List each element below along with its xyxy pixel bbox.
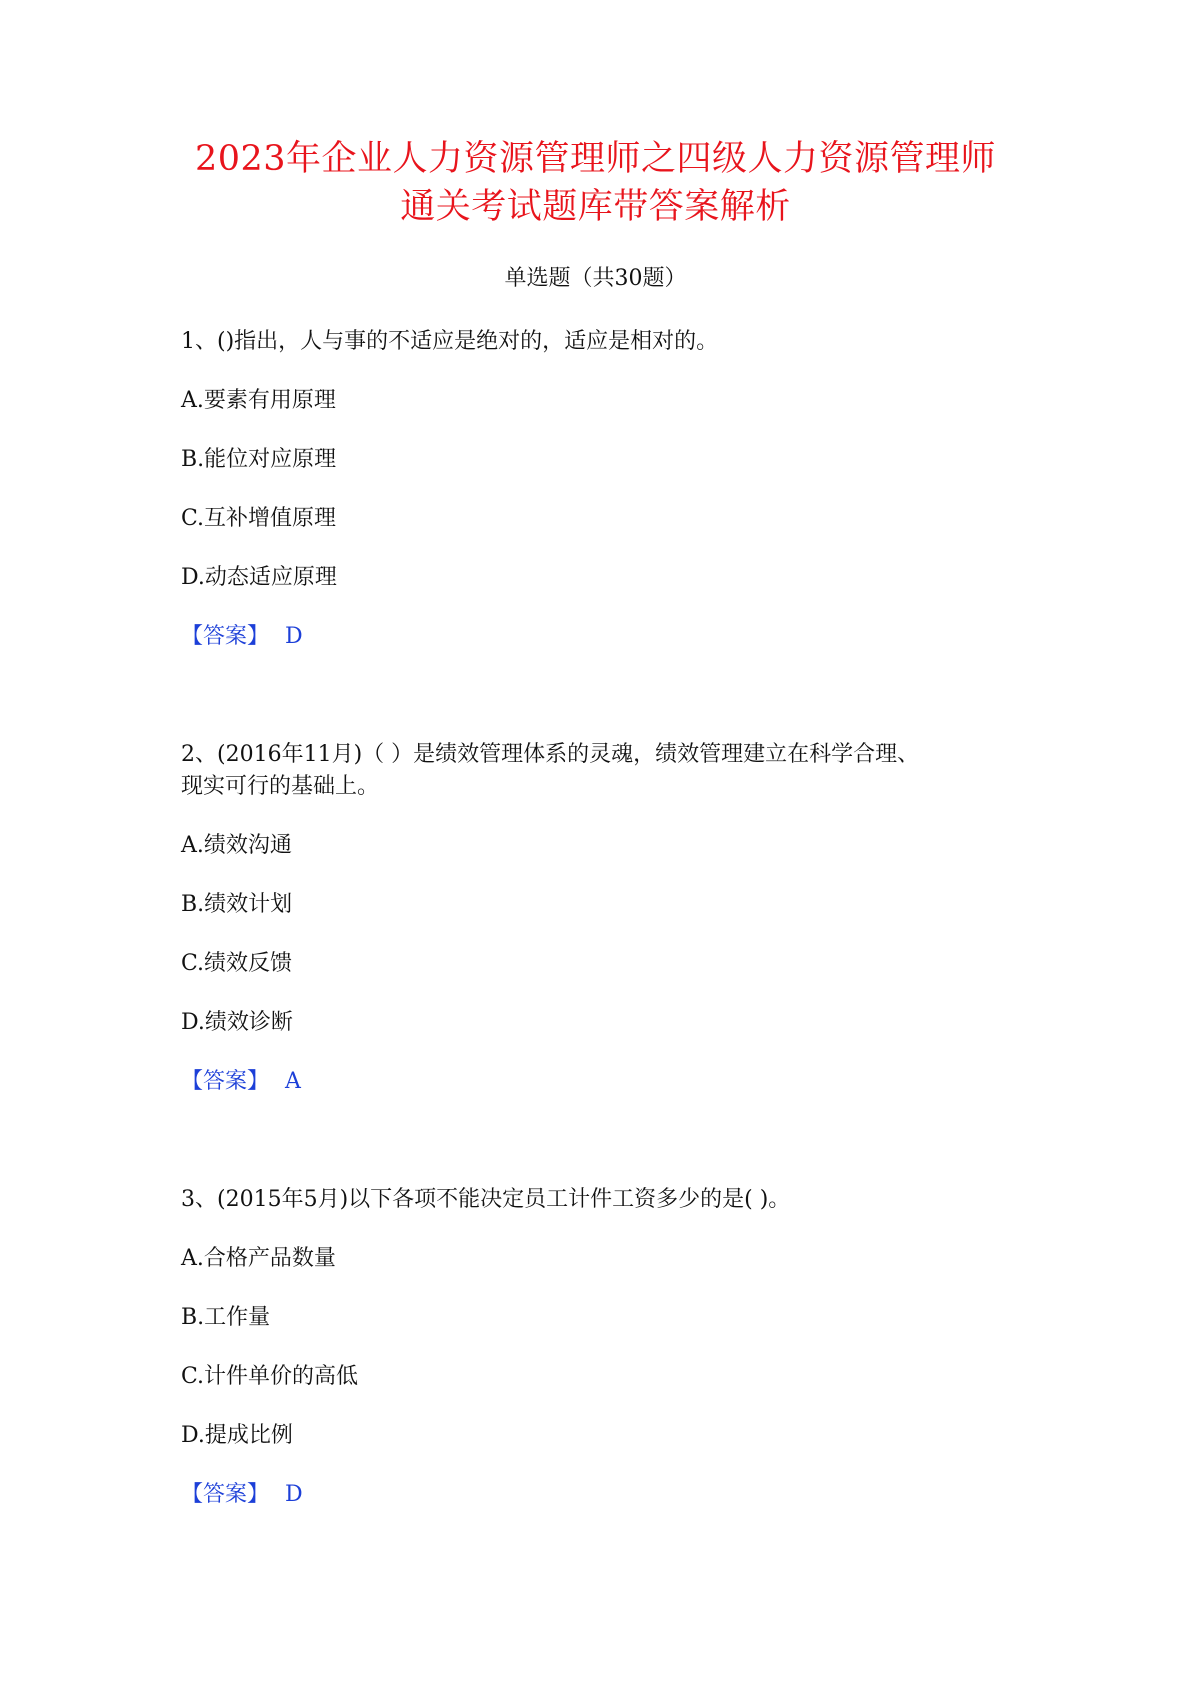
question-2-option-a: A.绩效沟通 bbox=[181, 833, 292, 858]
question-2-option-d: D.绩效诊断 bbox=[181, 1010, 293, 1035]
answer-label: 【答案】 bbox=[181, 624, 270, 649]
answer-label: 【答案】 bbox=[181, 1482, 270, 1507]
section-heading: 单选题（共30题） bbox=[504, 266, 687, 291]
question-1-answer bbox=[181, 622, 303, 652]
question-2-stem-line-2: 现实可行的基础上。 bbox=[181, 774, 380, 799]
question-1-stem: 1、()指出，人与事的不适应是绝对的，适应是相对的。 bbox=[181, 329, 719, 354]
answer-value: D bbox=[285, 624, 303, 649]
question-1-option-b: B.能位对应原理 bbox=[181, 447, 337, 472]
question-3-option-d: D.提成比例 bbox=[181, 1423, 293, 1448]
question-3-stem: 3、(2015年5月)以下各项不能决定员工计件工资多少的是( )。 bbox=[181, 1187, 791, 1212]
question-2-answer bbox=[181, 1067, 301, 1097]
document-title-line-1: 2023年企业人力资源管理师之四级人力资源管理师 bbox=[194, 139, 997, 179]
question-1-option-c: C.互补增值原理 bbox=[181, 506, 337, 531]
question-3-answer bbox=[181, 1480, 303, 1510]
question-3-option-a: A.合格产品数量 bbox=[181, 1246, 336, 1271]
answer-value: A bbox=[285, 1069, 301, 1094]
answer-value: D bbox=[285, 1482, 303, 1507]
question-2-option-b: B.绩效计划 bbox=[181, 892, 293, 917]
question-2-stem-line-1: 2、(2016年11月)（ ）是绩效管理体系的灵魂，绩效管理建立在科学合理、 bbox=[181, 742, 920, 767]
question-3-option-b: B.工作量 bbox=[181, 1305, 271, 1330]
question-2-option-c: C.绩效反馈 bbox=[181, 951, 293, 976]
question-1-option-a: A.要素有用原理 bbox=[181, 388, 336, 413]
answer-label: 【答案】 bbox=[181, 1069, 270, 1094]
question-1-option-d: D.动态适应原理 bbox=[181, 565, 337, 590]
document-title-line-2: 通关考试题库带答案解析 bbox=[400, 187, 791, 227]
question-3-option-c: C.计件单价的高低 bbox=[181, 1364, 359, 1389]
